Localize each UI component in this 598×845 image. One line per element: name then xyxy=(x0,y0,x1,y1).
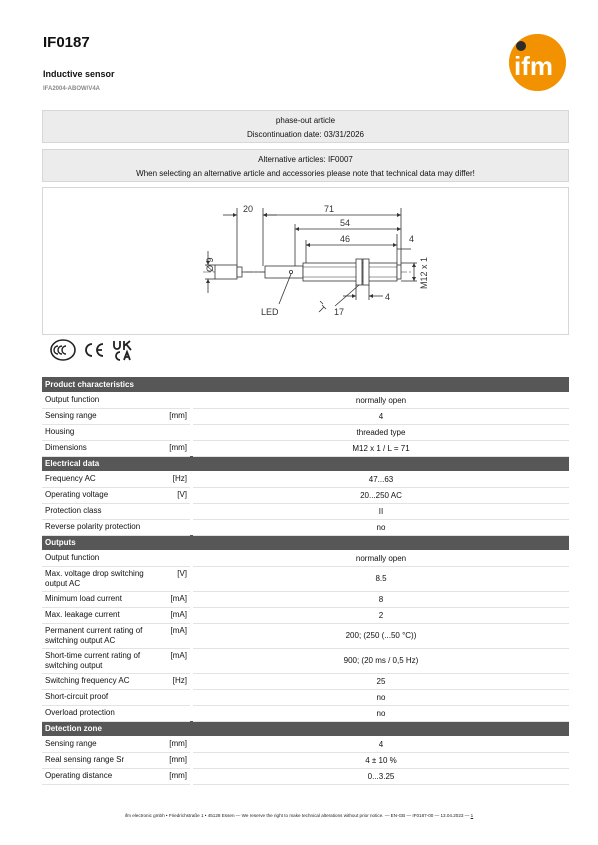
dim-4-bottom: 4 xyxy=(385,292,391,302)
alternative-line-1: Alternative articles: IF0007 xyxy=(258,155,353,164)
table-row xyxy=(42,392,569,408)
row-value: threaded type xyxy=(193,424,569,440)
ifm-logo xyxy=(509,34,566,91)
row-label: Max. voltage drop switching output AC xyxy=(42,566,166,591)
row-unit: [V] xyxy=(166,566,190,591)
label-led: LED xyxy=(261,307,279,317)
row-unit xyxy=(166,550,190,566)
phaseout-line-2: Discontinuation date: 03/31/2026 xyxy=(247,130,364,139)
row-unit: [Hz] xyxy=(166,471,190,487)
product-code: IFA2004-ABOW/V4A xyxy=(43,86,101,92)
row-label: Dimensions xyxy=(42,440,166,456)
table-row xyxy=(42,566,569,591)
table-row xyxy=(42,424,569,440)
dim-46: 46 xyxy=(340,234,351,244)
phaseout-notice xyxy=(42,110,569,143)
row-unit: [mm] xyxy=(166,736,190,752)
row-unit xyxy=(166,689,190,705)
row-label: Output function xyxy=(42,550,166,566)
row-value: no xyxy=(193,705,569,721)
row-unit: [mA] xyxy=(166,623,190,648)
row-label: Operating distance xyxy=(42,768,166,784)
row-value: no xyxy=(193,519,569,535)
section-header xyxy=(42,377,569,392)
cULus-icon xyxy=(50,339,76,361)
table-row xyxy=(42,408,569,424)
alternative-line-2: When selecting an alternative article and accessories please note that technical data may differ! xyxy=(136,169,475,178)
logo-text: ifm xyxy=(514,51,553,81)
row-unit: [mm] xyxy=(166,752,190,768)
table-row xyxy=(42,689,569,705)
dim-54: 54 xyxy=(340,218,351,228)
dim-71: 71 xyxy=(324,204,335,214)
page-title: IF0187 xyxy=(43,34,90,51)
row-value: 2 xyxy=(193,607,569,623)
row-label: Max. leakage current xyxy=(42,607,166,623)
row-unit: [V] xyxy=(166,487,190,503)
row-value: normally open xyxy=(193,392,569,408)
dimension-drawing xyxy=(42,187,569,335)
wrench-icon xyxy=(319,301,326,312)
footer-text: ifm electronic gmbh • Friedrichstraße 1 • 45128 Essen — We reserve the right to make technical alterations without prior notice. — EN-GB — IF0187-00 — 13.04.2023 — xyxy=(124,813,470,818)
row-label: Reverse polarity protection xyxy=(42,519,166,535)
row-value: 20...250 AC xyxy=(193,487,569,503)
table-row xyxy=(42,623,569,648)
page-footer xyxy=(0,813,598,818)
row-unit: [mA] xyxy=(166,607,190,623)
table-row xyxy=(42,550,569,566)
row-label: Housing xyxy=(42,424,166,440)
row-unit xyxy=(166,392,190,408)
dim-4-top: 4 xyxy=(409,234,415,244)
product-subtitle: Inductive sensor xyxy=(43,69,115,79)
row-value: 25 xyxy=(193,673,569,689)
row-value: no xyxy=(193,689,569,705)
dim-thread: M12 x 1 xyxy=(419,256,429,289)
row-label: Frequency AC xyxy=(42,471,166,487)
section-header xyxy=(42,721,569,736)
row-value: normally open xyxy=(193,550,569,566)
row-label: Sensing range xyxy=(42,408,166,424)
sensor-drawing xyxy=(43,188,568,334)
section-title: Detection zone xyxy=(42,721,569,736)
row-unit: [mm] xyxy=(166,440,190,456)
row-value: II xyxy=(193,503,569,519)
dim-20: 20 xyxy=(243,204,254,214)
table-row xyxy=(42,440,569,456)
row-label: Short-circuit proof xyxy=(42,689,166,705)
ce-icon xyxy=(82,341,106,359)
section-header xyxy=(42,456,569,471)
phaseout-line-1: phase-out article xyxy=(275,116,336,125)
row-value: 4 xyxy=(193,408,569,424)
row-unit: [mm] xyxy=(166,408,190,424)
row-unit xyxy=(166,503,190,519)
row-unit xyxy=(166,519,190,535)
row-unit: [mA] xyxy=(166,648,190,673)
dim-diameter: Ø 9 xyxy=(205,257,215,272)
row-unit xyxy=(166,705,190,721)
table-row xyxy=(42,503,569,519)
row-unit: [Hz] xyxy=(166,673,190,689)
row-unit xyxy=(166,424,190,440)
page-number: 1 xyxy=(470,813,474,818)
specification-table xyxy=(42,377,569,785)
table-row xyxy=(42,736,569,752)
table-row xyxy=(42,607,569,623)
table-row xyxy=(42,591,569,607)
section-title: Electrical data xyxy=(42,456,569,471)
row-value: 8 xyxy=(193,591,569,607)
row-value: 47...63 xyxy=(193,471,569,487)
row-value: 8.5 xyxy=(193,566,569,591)
row-label: Short-time current rating of switching output xyxy=(42,648,166,673)
row-label: Sensing range xyxy=(42,736,166,752)
row-label: Output function xyxy=(42,392,166,408)
table-row xyxy=(42,768,569,784)
table-row xyxy=(42,471,569,487)
row-label: Switching frequency AC xyxy=(42,673,166,689)
row-value: 4 ± 10 % xyxy=(193,752,569,768)
certification-marks xyxy=(50,339,134,361)
section-title: Product characteristics xyxy=(42,377,569,392)
row-unit: [mm] xyxy=(166,768,190,784)
row-label: Real sensing range Sr xyxy=(42,752,166,768)
table-row xyxy=(42,487,569,503)
alternative-notice xyxy=(42,149,569,182)
table-row xyxy=(42,752,569,768)
table-row xyxy=(42,673,569,689)
row-value: 900; (20 ms / 0,5 Hz) xyxy=(193,648,569,673)
row-label: Operating voltage xyxy=(42,487,166,503)
table-row xyxy=(42,705,569,721)
row-value: M12 x 1 / L = 71 xyxy=(193,440,569,456)
row-label: Minimum load current xyxy=(42,591,166,607)
section-header xyxy=(42,535,569,550)
table-row xyxy=(42,519,569,535)
row-value: 4 xyxy=(193,736,569,752)
table-row xyxy=(42,648,569,673)
row-label: Permanent current rating of switching output AC xyxy=(42,623,166,648)
ukca-icon xyxy=(112,339,134,361)
row-value: 200; (250 (...50 °C)) xyxy=(193,623,569,648)
row-unit: [mA] xyxy=(166,591,190,607)
row-label: Protection class xyxy=(42,503,166,519)
row-label: Overload protection xyxy=(42,705,166,721)
section-title: Outputs xyxy=(42,535,569,550)
label-wrench-size: 17 xyxy=(334,307,345,317)
ifm-logo-graphic xyxy=(509,34,566,91)
row-value: 0...3.25 xyxy=(193,768,569,784)
